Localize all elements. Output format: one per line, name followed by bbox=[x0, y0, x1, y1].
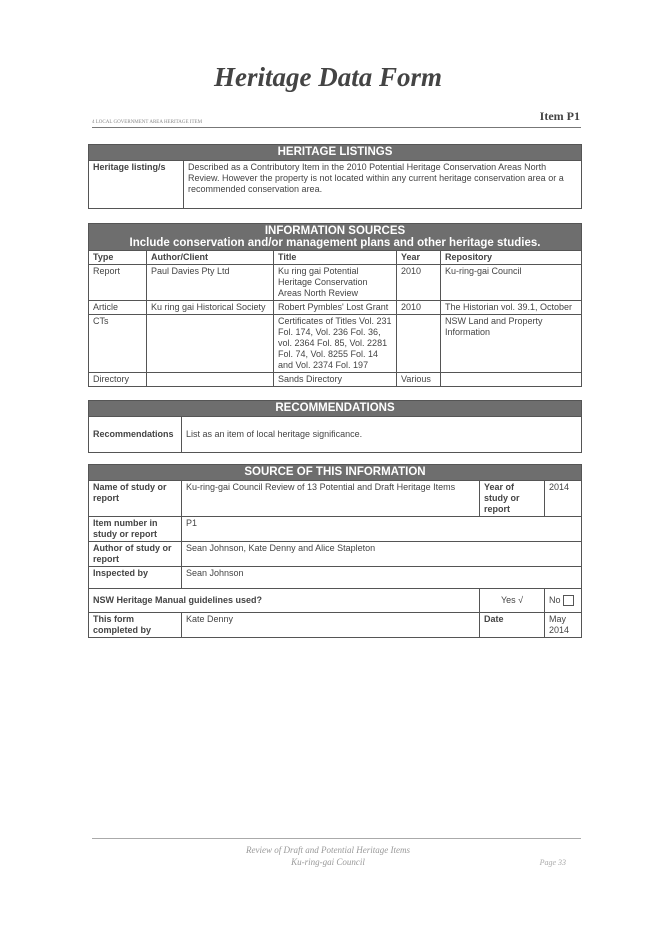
cell-author bbox=[147, 373, 274, 387]
item-number-value: P1 bbox=[182, 517, 582, 542]
cell-author: Ku ring gai Historical Society bbox=[147, 301, 274, 315]
cell-title: Certificates of Titles Vol. 231 Fol. 174, Vol. 236 Fol. 36, vol. 2364 Fol. 85, Vol. 2281 Fol. 74, Vol. 8255 Fol. 14 and Vol. 2374 Fol. 197 bbox=[274, 315, 397, 373]
cell-repository: NSW Land and Property Information bbox=[441, 315, 582, 373]
col-header-author: Author/Client bbox=[147, 251, 274, 265]
table-row bbox=[89, 373, 582, 387]
cell-year: 2010 bbox=[397, 301, 441, 315]
year-value: 2014 bbox=[545, 481, 582, 517]
cell-title: Robert Pymbles' Lost Grant bbox=[274, 301, 397, 315]
col-header-title: Title bbox=[274, 251, 397, 265]
author-value: Sean Johnson, Kate Denny and Alice Stapleton bbox=[182, 542, 582, 567]
cell-repository: The Historian vol. 39.1, October bbox=[441, 301, 582, 315]
page-number: Page 33 bbox=[539, 858, 566, 867]
footer-line1: Review of Draft and Potential Heritage Items bbox=[246, 845, 410, 855]
date-label: Date bbox=[480, 613, 545, 638]
information-sources-subtitle: Include conservation and/or management plans and other heritage studies. bbox=[129, 237, 541, 249]
cell-type: Article bbox=[89, 301, 147, 315]
cell-year bbox=[397, 315, 441, 373]
recommendations-heading: RECOMMENDATIONS bbox=[89, 401, 582, 417]
source-information-heading: SOURCE OF THIS INFORMATION bbox=[89, 465, 582, 481]
heritage-listings-heading: HERITAGE LISTINGS bbox=[89, 145, 582, 161]
cell-repository bbox=[441, 373, 582, 387]
table-row bbox=[89, 315, 582, 373]
table-row bbox=[89, 265, 582, 301]
header-rule bbox=[92, 127, 581, 128]
cell-year: Various bbox=[397, 373, 441, 387]
no-checkbox[interactable] bbox=[563, 595, 574, 606]
manual-no bbox=[545, 589, 582, 613]
inspected-label: Inspected by bbox=[89, 567, 182, 589]
cell-type: CTs bbox=[89, 315, 147, 373]
recommendations-text: List as an item of local heritage significance. bbox=[182, 417, 582, 453]
cell-repository: Ku-ring-gai Council bbox=[441, 265, 582, 301]
header-subline: 4 LOCAL GOVERNMENT AREA HERITAGE ITEM bbox=[92, 120, 203, 125]
sources-header-row bbox=[89, 251, 582, 265]
table-row bbox=[89, 301, 582, 315]
footer-line2: Ku-ring-gai Council bbox=[291, 857, 365, 867]
cell-type: Directory bbox=[89, 373, 147, 387]
col-header-type: Type bbox=[89, 251, 147, 265]
footer-rule bbox=[92, 838, 581, 839]
heritage-listing-label: Heritage listing/s bbox=[89, 161, 184, 209]
year-label: Year of study or report bbox=[480, 481, 545, 517]
manual-no-label: No bbox=[549, 594, 561, 605]
information-sources-table bbox=[88, 223, 582, 387]
manual-yes: Yes √ bbox=[480, 589, 545, 613]
item-number: Item P1 bbox=[539, 109, 580, 123]
recommendations-label: Recommendations bbox=[89, 417, 182, 453]
item-number-label: Item number in study or report bbox=[89, 517, 182, 542]
information-sources-title: INFORMATION SOURCES bbox=[264, 225, 406, 237]
cell-title: Sands Directory bbox=[274, 373, 397, 387]
heritage-listings-table bbox=[88, 144, 582, 209]
recommendations-table bbox=[88, 400, 582, 453]
heritage-listing-text: Described as a Contributory Item in the 2010 Potential Heritage Conservation Areas North Review. However the property is not located within any current heritage conservation area or a recommended conservation area. bbox=[184, 161, 582, 209]
cell-type: Report bbox=[89, 265, 147, 301]
cell-title: Ku ring gai Potential Heritage Conservation Areas North Review bbox=[274, 265, 397, 301]
source-information-table bbox=[88, 464, 582, 638]
information-sources-heading bbox=[89, 224, 582, 251]
author-label: Author of study or report bbox=[89, 542, 182, 567]
inspected-value: Sean Johnson bbox=[182, 567, 582, 589]
completed-label: This form completed by bbox=[89, 613, 182, 638]
completed-value: Kate Denny bbox=[182, 613, 480, 638]
study-value: Ku-ring-gai Council Review of 13 Potential and Draft Heritage Items bbox=[182, 481, 480, 517]
col-header-repository: Repository bbox=[441, 251, 582, 265]
col-header-year: Year bbox=[397, 251, 441, 265]
cell-author: Paul Davies Pty Ltd bbox=[147, 265, 274, 301]
study-label: Name of study or report bbox=[89, 481, 182, 517]
cell-author bbox=[147, 315, 274, 373]
page-title: Heritage Data Form bbox=[214, 62, 442, 92]
manual-label: NSW Heritage Manual guidelines used? bbox=[89, 589, 480, 613]
cell-year: 2010 bbox=[397, 265, 441, 301]
date-value: May 2014 bbox=[545, 613, 582, 638]
